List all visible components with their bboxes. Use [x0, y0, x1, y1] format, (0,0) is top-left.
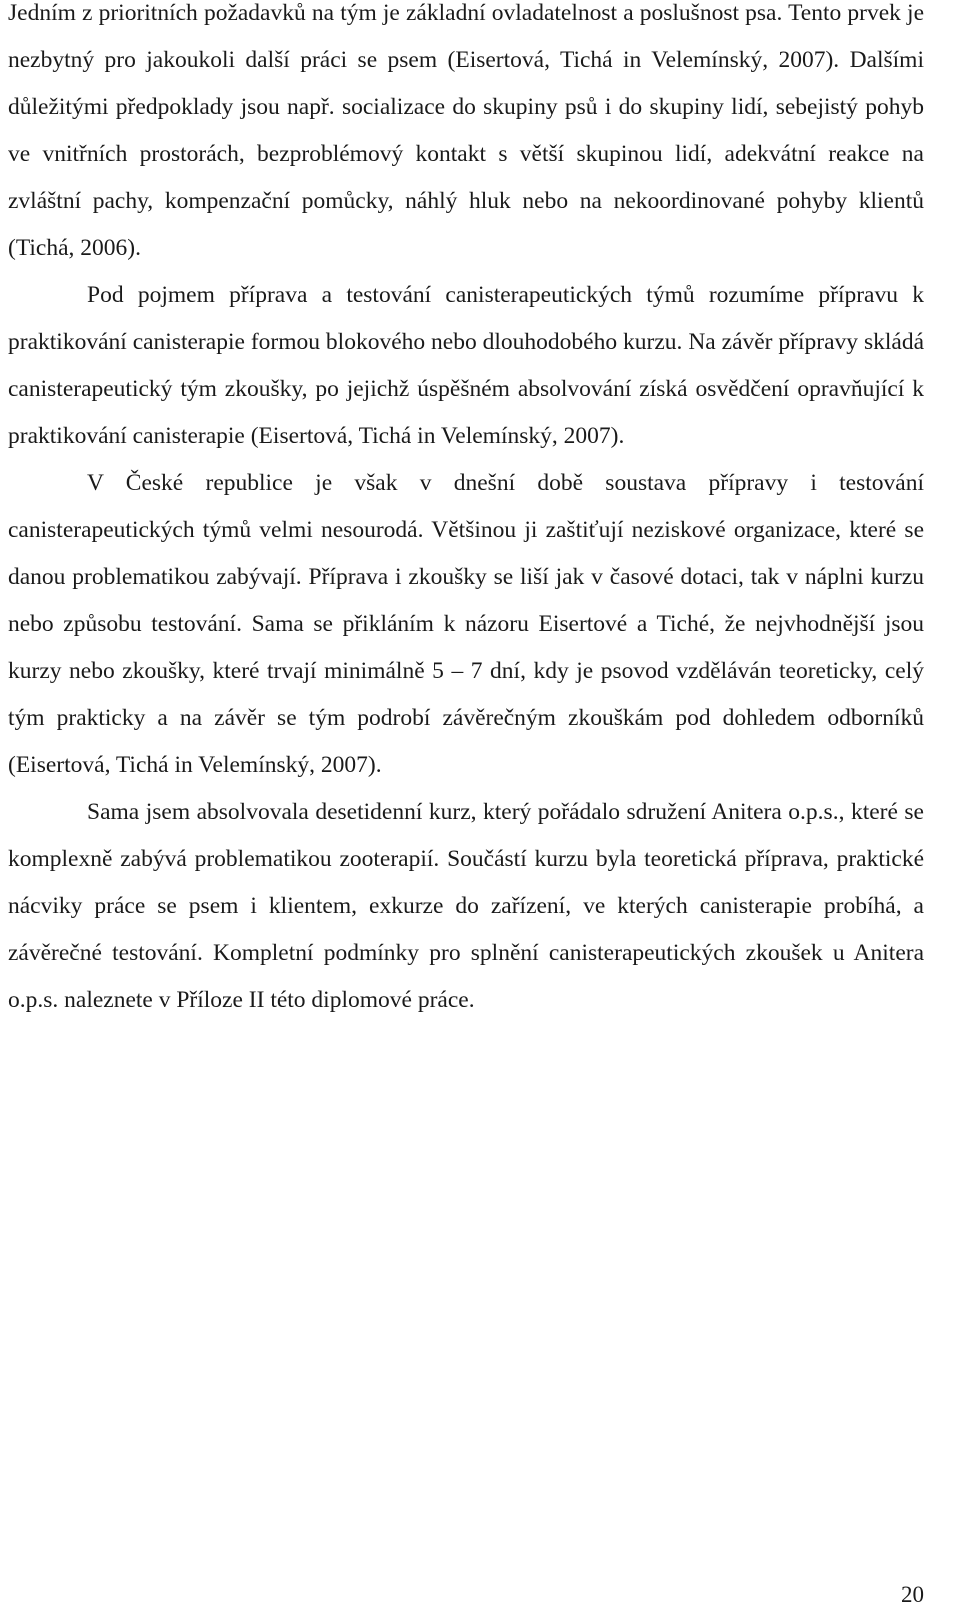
paragraph-obedience-requirements: Jedním z prioritních požadavků na tým je základní ovladatelnost a poslušnost psa. Tento prvek je nezbytný pro jakoukoli další práci se psem (Eisertová, Tichá in Velemínský, 2007). Dalšími důležitými předpoklady jsou např. socializace do skupiny psů i do skupiny lidí, sebejistý pohyb ve vnitřních prostorách, bezproblémový kontakt s větší skupinou lidí, adekvátní reakce na zvláštní pachy, kompenzační pomůcky, náhlý hluk nebo na nekoordinované pohyby klientů (Tichá, 2006).: [8, 0, 924, 261]
paragraph-czech-republic-system: V České republice je však v dnešní době soustava přípravy i testování canisterapeutických týmů velmi nesourodá. Většinou ji zaštiťují neziskové organizace, které se danou problematikou zabývají. Příprava i zkoušky se liší jak v časové dotaci, tak v náplni kurzu nebo způsobu testování. Sama se přikláním k názoru Eisertové a Tiché, že nejvhodnější jsou kurzy nebo zkoušky, které trvají minimálně 5 – 7 dní, kdy je psovod vzděláván teoreticky, celý tým prakticky a na závěr se tým podrobí závěrečným zkouškám pod dohledem odborníků (Eisertová, Tichá in Velemínský, 2007).: [8, 470, 924, 778]
document-page: [8, 0, 924, 1024]
paragraph-preparation-definition: Pod pojmem příprava a testování canisterapeutických týmů rozumíme přípravu k praktikování canisterapie formou blokového nebo dlouhodobého kurzu. Na závěr přípravy skládá canisterapeutický tým zkoušky, po jejichž úspěšném absolvování získá osvědčení opravňující k praktikování canisterapie (Eisertová, Tichá in Velemínský, 2007).: [8, 282, 924, 449]
page-number: 20: [901, 1582, 924, 1607]
paragraph-personal-course: Sama jsem absolvovala desetidenní kurz, který pořádalo sdružení Anitera o.p.s., které se komplexně zabývá problematikou zooterapií. Součástí kurzu byla teoretická příprava, praktické nácviky práce se psem i klientem, exkurze do zařízení, ve kterých canisterapie probíhá, a závěrečné testování. Kompletní podmínky pro splnění canisterapeutických zkoušek u Anitera o.p.s. naleznete v Příloze II této diplomové práce.: [8, 799, 924, 1013]
